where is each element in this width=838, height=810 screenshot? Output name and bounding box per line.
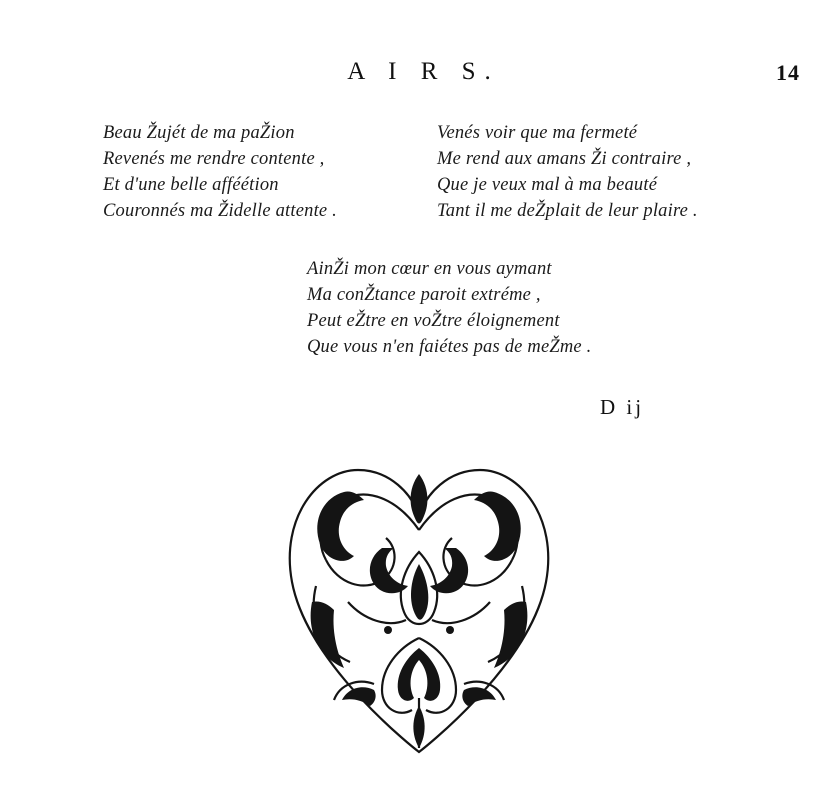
verse-line: Venés voir que ma fermeté [437,123,638,143]
verse-line: Ma conŽtance paroit extréme , [307,285,541,305]
verse-line: Beau Žujét de ma paŽion [103,123,295,143]
page-header [0,58,838,94]
folio-number: 14 [776,60,800,85]
running-title: A I R S. [347,58,500,85]
verse-line: Que vous n'en faiétes pas de meŽme . [307,337,592,357]
stanza-right [437,120,698,224]
verse-line: Revenés me rendre contente , [103,149,325,169]
signature-mark: D ij [600,395,645,419]
verse-line: Tant il me deŽplait de leur plaire . [437,201,698,221]
stanza-center [307,256,591,360]
floral-ornament-icon [278,452,560,764]
verse-line: AinŽi mon cœur en vous aymant [307,259,552,279]
verse-line: Que je veux mal à ma beauté [437,175,658,195]
verse-line: Couronnés ma Židelle attente . [103,201,337,221]
stanza-left [103,120,337,224]
verse-line: Peut eŽtre en voŽtre éloignement [307,311,560,331]
verse-line: Me rend aux amans Ži contraire , [437,149,692,169]
verse-line: Et d'une belle afféétion [103,175,279,195]
